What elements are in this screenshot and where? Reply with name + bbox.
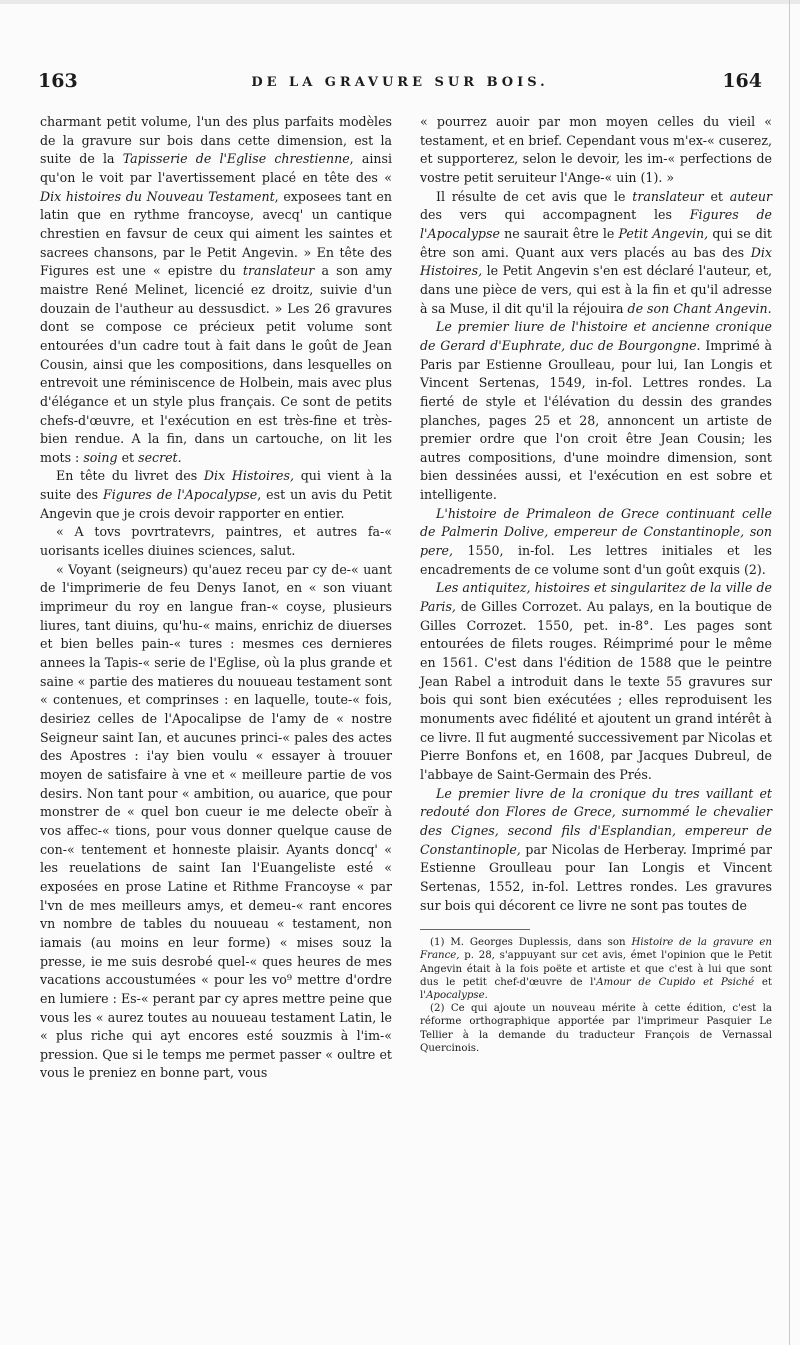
page-number-right: 164 [722, 70, 762, 92]
footnote: (1) M. Georges Duplessis, dans son Histoire de la gravure en France, p. 28, s'appuyant sur cet avis, émet l'opinion que le Petit Angevin était à la fois poëte et artiste et que c'est à lui que sont dus le petit chef-d'œuvre de l'Amour de Cupido et Psiché et l'Apocalypse. [420, 937, 772, 1002]
paragraph: Il résulte de cet avis que le translateur et auteur des vers qui accompagnent les Figures de l'Apocalypse ne saurait être le Petit Angevin, qui se dit être son ami. Quant aux vers placés au bas des Dix Histoires, le Petit Angevin s'en est déclaré l'auteur, et, dans une pièce de vers, qui est à la fin et qu'il adresse à sa Muse, il dit qu'il la réjouira de son Chant Angevin. [420, 188, 772, 316]
footnote: (2) Ce qui ajoute un nouveau mérite à cette édition, c'est la réforme orthographique apportée par l'imprimeur Pasquier Le Tellier à la demande du traducteur François de Vernassal Quercinois. [420, 1003, 772, 1054]
footnote-rule [420, 929, 530, 930]
footnotes [420, 936, 772, 1055]
paragraph: Le premier liure de l'histoire et ancienne cronique de Gerard d'Euphrate, duc de Bourgongne. Imprimé à Paris par Estienne Groulleau, pour lui, Ian Longis et Vincent Sertenas, 1549, in-fol. Lettres rondes. La fierté de style et l'élévation du dessin des grandes planches, pages 25 et 28, annoncent un artiste de premier ordre que l'on croit être Jean Cousin; les autres compositions, d'une moindre dimension, sont bien dessinées aussi, et l'exécution en est sobre et intelligente. [420, 319, 772, 503]
page-number-left: 163 [38, 70, 78, 92]
page-right-edge [789, 0, 790, 1345]
paragraph: Le premier livre de la cronique du tres vaillant et redouté don Flores de Grece, surnommé le chevalier des Cignes, second fils d'Esplandian, empereur de Constantinople, par Nicolas de Herberay. Imprimé par Estienne Groulleau pour Ian Longis et Vincent Sertenas, 1552, in-fol. Lettres rondes. Les gravures sur bois qui décorent ce livre ne sont pas toutes de [420, 785, 772, 913]
quote-paragraph: « Voyant (seigneurs) qu'auez receu par cy de-« uant de l'imprimerie de feu Denys Ianot, en « son viuant imprimeur du roy en langue fran-« coyse, plusieurs liures, tant diuins, qu'hu-« mains, enrichiz de diuerses et bien belles pain-« tures : mesmes ces dernieres annees la Tapis-« serie de l'Eglise, où la plus grande et saine « partie des matieres du nouueau testament sont « contenues, et comprinses : en laquelle, toute-« fois, desiriez celles de l'Apocalipse de l'amy de « nostre Seigneur saint Ian, et aucunes princi-« pales des actes des Apostres : i'ay bien voulu « essayer à trouuer moyen de satisfaire à vne et « meilleure partie de vos desirs. Non tant pour « ambition, ou auarice, que pour monstrer de « quel bon cueur ie me delecte obeïr à vos affec-« tions, pour vous donner quelque cause de con-« tentement et honneste plaisir. Ayants doncq' « les reuelations de saint Ian l'Euangeliste esté « exposées en prose Latine et Rithme Francoyse « par l'vn de mes meilleurs amys, et demeu-« rant encores vn nombre de tables du nouueau « testament, non iamais (au moins en leur forme) « mises souz la presse, ie me suis desrobé quel-« ques heures de mes vacations accoustumées « pour les vo⁹ mettre d'ordre en lumiere : Es-« perant par cy apres mettre peine que vous les « aurez toutes au nouueau testament Latin, le « plus riche qui ayt encores esté souzmis à l'im-« pression. Que si le temps me permet passer « oultre et vous le preniez en bonne part, vous [40, 561, 392, 1081]
quote-paragraph: « pourrez auoir par mon moyen celles du vieil « testament, et en brief. Cependant vous m'ex-« cuserez, et supporterez, selon le devoir, les im-« perfections de vostre petit seruiteur l'Ange-« uin (1). » [420, 114, 772, 185]
paragraph: L'histoire de Primaleon de Grece continuant celle de Palmerin Dolive, empereur de Constantinople, son pere, 1550, in-fol. Les lettres initiales et les encadrements de ce volume sont d'un goût exquis (2). [420, 505, 772, 577]
right-column [420, 113, 772, 1055]
page-top-edge [0, 0, 800, 4]
quote-paragraph: « A tovs povrtratevrs, paintres, et autres fa-« uorisants icelles diuines sciences, salut. [40, 524, 392, 559]
paragraph: Les antiquitez, histoires et singularitez de la ville de Paris, de Gilles Corrozet. Au palays, en la boutique de Gilles Corrozet. 1550, pet. in-8°. Les pages sont entourées de filets rouges. Réimprimé pour le même en 1561. C'est dans l'édition de 1588 que le peintre Jean Rabel a introduit dans le texte 55 gravures sur bois qui sont bien exécutées ; elles reproduisent les monuments avec fidélité et ajoutent un grand intérêt à ce livre. Il fut augmenté successivement par Nicolas et Pierre Bonfons et, en 1608, par Jacques Dubreul, de l'abbaye de Saint-Germain des Prés. [420, 580, 772, 782]
paragraph: En tête du livret des Dix Histoires, qui vient à la suite des Figures de l'Apocalypse, est un avis du Petit Angevin que je crois devoir rapporter en entier. [40, 468, 392, 521]
paragraph: charmant petit volume, l'un des plus parfaits modèles de la gravure sur bois dans cette dimension, est la suite de la Tapisserie de l'Eglise chrestienne, ainsi qu'on le voit par l'avertissement placé en tête des « Dix histoires du Nouveau Testament, exposees tant en latin que en rythme francoyse, avecq' un cantique chrestien en favsur de ceux qui aiment les saintes et sacrees chansons, par le Petit Angevin. » En tête des Figures est une « epistre du translateur a son amy maistre René Melinet, licencié ez droitz, suivie d'un douzain de l'autheur au dessusdict. » Les 26 gravures dont se compose ce précieux petit volume sont entourées d'un cadre tout à fait dans le goût de Jean Cousin, ainsi que les compositions, dans lesquelles on entrevoit une réminiscence de Holbein, mais avec plus d'élégance et un style plus français. Ce sont de petits chefs-d'œuvre, et l'exécution en est très-fine et très-bien rendue. A la fin, dans un cartouche, on lit les mots : soing et secret. [40, 114, 392, 465]
left-column [40, 113, 392, 1083]
page-header [38, 70, 762, 98]
running-title: DE LA GRAVURE SUR BOIS. [251, 75, 549, 90]
